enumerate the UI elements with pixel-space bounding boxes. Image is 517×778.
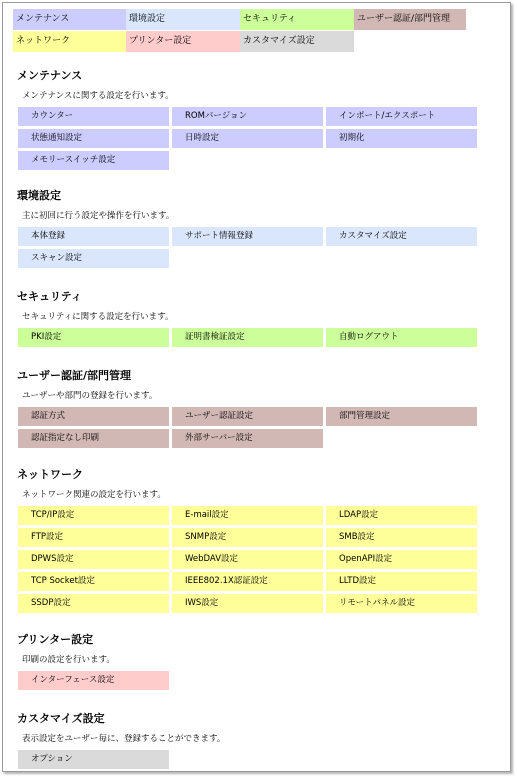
nav-tab-customize[interactable]: カスタマイズ設定 bbox=[240, 31, 354, 52]
item-memory-switch[interactable]: メモリースイッチ設定 bbox=[18, 151, 169, 170]
item-tcpip[interactable]: TCP/IP設定 bbox=[18, 506, 169, 525]
section-description: 表示設定をユーザー毎に、登録することができます。 bbox=[22, 734, 226, 744]
item-grid bbox=[18, 407, 476, 448]
item-auth-method[interactable]: 認証方式 bbox=[18, 407, 169, 426]
item-smb[interactable]: SMB設定 bbox=[326, 528, 477, 547]
section-title: ネットワーク bbox=[17, 468, 83, 481]
item-initialize[interactable]: 初期化 bbox=[326, 129, 477, 148]
nav-tab-security[interactable]: セキュリティ bbox=[240, 9, 354, 30]
section-user-auth bbox=[16, 369, 476, 448]
item-status-notification[interactable]: 状態通知設定 bbox=[18, 129, 169, 148]
section-title: セキュリティ bbox=[17, 290, 82, 303]
item-grid bbox=[18, 506, 476, 613]
item-email[interactable]: E-mail設定 bbox=[172, 506, 323, 525]
item-scan-settings[interactable]: スキャン設定 bbox=[18, 249, 169, 268]
item-options[interactable]: オプション bbox=[18, 750, 169, 769]
item-webdav[interactable]: WebDAV設定 bbox=[172, 550, 323, 569]
section-title: プリンター設定 bbox=[17, 633, 94, 646]
section-maintenance bbox=[16, 69, 476, 170]
section-environment bbox=[16, 189, 476, 268]
item-remote-panel[interactable]: リモートパネル設定 bbox=[326, 594, 477, 613]
item-support-info[interactable]: サポート情報登録 bbox=[172, 227, 323, 246]
nav-tab-printer[interactable]: プリンター設定 bbox=[126, 31, 240, 52]
item-grid bbox=[18, 671, 476, 690]
item-auto-logout[interactable]: 自動ログアウト bbox=[326, 328, 477, 347]
nav-tab-environment[interactable]: 環境設定 bbox=[126, 9, 240, 30]
item-interface-settings[interactable]: インターフェース設定 bbox=[18, 671, 169, 690]
item-customize[interactable]: カスタマイズ設定 bbox=[326, 227, 477, 246]
section-title: メンテナンス bbox=[17, 69, 83, 82]
item-ssdp[interactable]: SSDP設定 bbox=[18, 594, 169, 613]
item-external-server[interactable]: 外部サーバー設定 bbox=[172, 429, 323, 448]
item-tcp-socket[interactable]: TCP Socket設定 bbox=[18, 572, 169, 591]
section-printer bbox=[16, 633, 476, 690]
nav-tab-network[interactable]: ネットワーク bbox=[13, 31, 126, 52]
section-security bbox=[16, 290, 476, 347]
item-import-export[interactable]: インポート/エクスポート bbox=[326, 107, 477, 126]
settings-panel bbox=[2, 2, 511, 772]
section-title: カスタマイズ設定 bbox=[17, 712, 105, 725]
section-title: ユーザー認証/部門管理 bbox=[17, 369, 132, 382]
item-cert-verification[interactable]: 証明書検証設定 bbox=[172, 328, 323, 347]
item-dept-management[interactable]: 部門管理設定 bbox=[326, 407, 477, 426]
item-dpws[interactable]: DPWS設定 bbox=[18, 550, 169, 569]
section-description: 主に初回に行う設定や操作を行います。 bbox=[22, 211, 175, 221]
item-date-time[interactable]: 日時設定 bbox=[172, 129, 323, 148]
section-description: 印刷の設定を行います。 bbox=[22, 655, 115, 665]
item-user-auth-settings[interactable]: ユーザー認証設定 bbox=[172, 407, 323, 426]
item-lltd[interactable]: LLTD設定 bbox=[326, 572, 477, 591]
section-description: メンテナンスに関する設定を行います。 bbox=[22, 91, 174, 101]
section-title: 環境設定 bbox=[17, 189, 61, 202]
item-counter[interactable]: カウンター bbox=[18, 107, 169, 126]
item-grid bbox=[18, 328, 476, 347]
item-unauth-print[interactable]: 認証指定なし印刷 bbox=[18, 429, 169, 448]
item-grid bbox=[18, 750, 476, 769]
item-ldap[interactable]: LDAP設定 bbox=[326, 506, 477, 525]
item-snmp[interactable]: SNMP設定 bbox=[172, 528, 323, 547]
item-grid bbox=[18, 227, 476, 268]
section-description: セキュリティに関する設定を行います。 bbox=[22, 312, 174, 322]
item-ftp[interactable]: FTP設定 bbox=[18, 528, 169, 547]
item-pki[interactable]: PKI設定 bbox=[18, 328, 169, 347]
section-customize bbox=[16, 712, 476, 769]
item-iws[interactable]: IWS設定 bbox=[172, 594, 323, 613]
section-description: ユーザーや部門の登録を行います。 bbox=[22, 391, 158, 401]
item-grid bbox=[18, 107, 476, 170]
item-ieee8021x[interactable]: IEEE802.1X認証設定 bbox=[172, 572, 323, 591]
item-openapi[interactable]: OpenAPI設定 bbox=[326, 550, 477, 569]
top-nav bbox=[13, 9, 466, 52]
item-device-registration[interactable]: 本体登録 bbox=[18, 227, 169, 246]
nav-tab-maintenance[interactable]: メンテナンス bbox=[13, 9, 126, 30]
section-description: ネットワーク関連の設定を行います。 bbox=[22, 490, 166, 500]
item-rom-version[interactable]: ROMバージョン bbox=[172, 107, 323, 126]
section-network bbox=[16, 468, 476, 613]
nav-tab-user-auth[interactable]: ユーザー認証/部門管理 bbox=[354, 9, 466, 30]
